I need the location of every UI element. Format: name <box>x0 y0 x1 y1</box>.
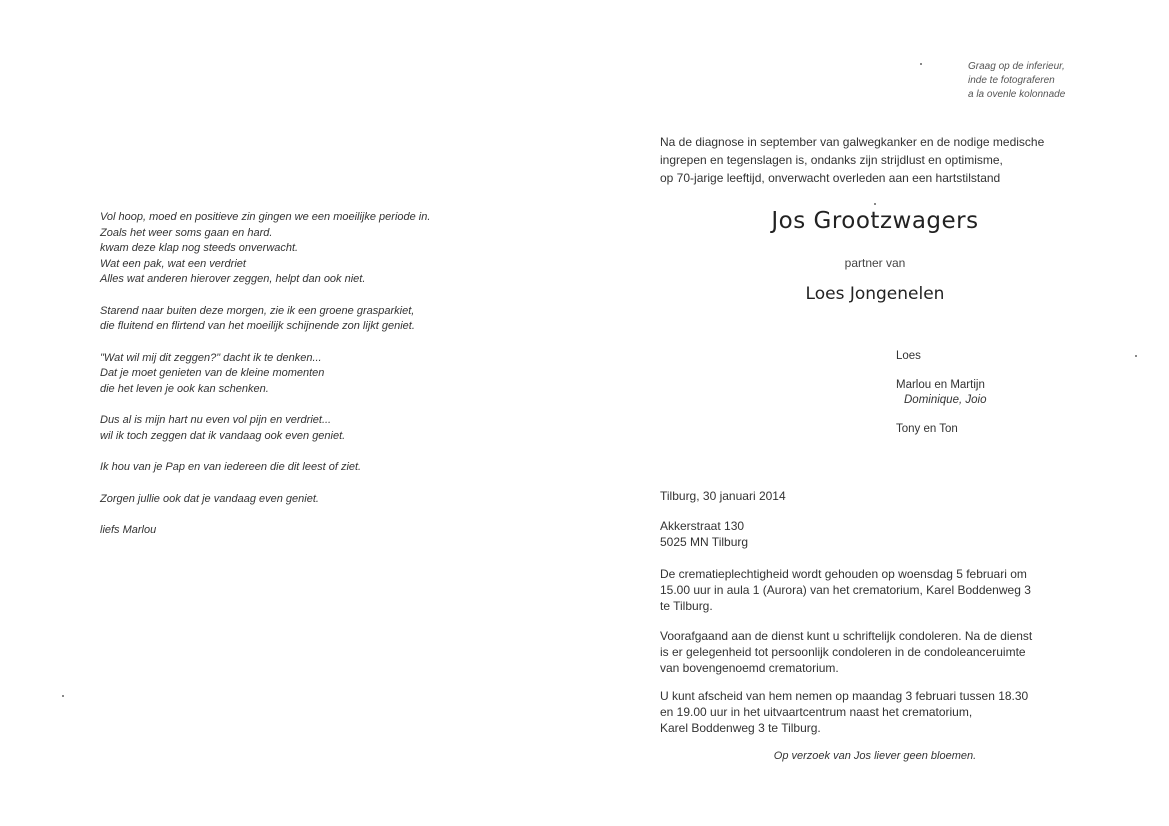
poem-line: Zoals het weer soms gaan en hard. <box>100 226 273 239</box>
poem-line: Ik hou van je Pap en van iedereen die dit leest of ziet. <box>100 461 362 473</box>
family-entry <box>896 349 986 364</box>
closing-request: Op verzoek van Jos liever geen bloemen. <box>773 750 977 762</box>
intro-line: Na de diagnose in september van galwegkanker en de nodige medische <box>660 135 1045 149</box>
scan-speck <box>920 63 922 65</box>
scan-speck <box>62 695 64 697</box>
note-line: Graag op de inferieur, <box>968 61 1065 72</box>
poem-line: die het leven je ook kan schenken. <box>100 382 269 395</box>
address-postal-city: 5025 MN Tilburg <box>660 535 749 549</box>
note-line: inde te fotograferen <box>968 75 1055 86</box>
poem-line: Alles wat anderen hierover zeggen, helpt dan ook niet. <box>100 273 366 285</box>
scan-speck <box>1135 355 1137 357</box>
deceased-name: Jos Grootzwagers <box>771 208 979 234</box>
family-list <box>896 349 986 451</box>
intro-text <box>660 133 1044 187</box>
poem-line: die fluitend en flirtend van het moeilijk schijnende zon lijkt geniet. <box>100 320 415 332</box>
poem-line: kwam deze klap nog steeds onverwacht. <box>100 242 299 254</box>
family-entry <box>896 422 986 437</box>
poem-stanza <box>100 351 500 398</box>
partner-label: partner van <box>844 256 906 270</box>
address-street: Akkerstraat 130 <box>660 519 745 533</box>
poem-line: Dat je moet genieten van de kleine momenten <box>100 367 325 379</box>
poem-line: Zorgen jullie ook dat je vandaag even geniet. <box>100 492 319 505</box>
paragraph-line: van bovengenoemd crematorium. <box>660 661 839 675</box>
poem-line: wil ik toch zeggen dat ik vandaag ook even geniet. <box>100 429 346 442</box>
poem-stanza <box>100 210 500 288</box>
paragraph-line: te Tilburg. <box>660 599 713 613</box>
intro-line: op 70-jarige leeftijd, onverwacht overleden aan een hartstilstand <box>660 171 1001 185</box>
family-name: Marlou en Martijn <box>896 379 985 391</box>
correspondence-address <box>660 518 748 550</box>
paragraph-line: U kunt afscheid van hem nemen op maandag 3 februari tussen 18.30 <box>660 689 1029 703</box>
poem-stanza <box>100 460 500 476</box>
poem-stanza <box>100 492 500 508</box>
poem-line: Dus al is mijn hart nu even vol pijn en verdriet... <box>100 414 332 426</box>
partner-name: Loes Jongenelen <box>805 284 945 304</box>
poem-line: Starend naar buiten deze morgen, zie ik een groene grasparkiet, <box>100 304 415 317</box>
intro-line: ingrepen en tegenslagen is, ondanks zijn strijdlust en optimisme, <box>660 153 1003 167</box>
note-line: a la ovenle kolonnade <box>968 89 1066 100</box>
condolence-paragraph <box>660 628 1100 676</box>
poem-signature: liefs Marlou <box>100 524 157 536</box>
paragraph-line: is er gelegenheid tot persoonlijk condoleren in de condoleanceruimte <box>660 645 1026 659</box>
poem-stanza <box>100 413 500 444</box>
paragraph-line: Voorafgaand aan de dienst kunt u schriftelijk condoleren. Na de dienst <box>660 629 1033 643</box>
poem-line: Wat een pak, wat een verdriet <box>100 257 246 270</box>
family-name: Loes <box>896 350 921 362</box>
family-children: Dominique, Joio <box>904 394 987 406</box>
paragraph-line: 15.00 uur in aula 1 (Aurora) van het crematorium, Karel Boddenweg 3 <box>660 583 1031 597</box>
place-date: Tilburg, 30 januari 2014 <box>660 489 786 503</box>
paragraph-line: Karel Boddenweg 3 te Tilburg. <box>660 721 821 735</box>
poem-line: "Wat wil mij dit zeggen?" dacht ik te denken... <box>100 351 322 364</box>
scan-speck <box>874 203 876 205</box>
handling-note <box>968 60 1065 102</box>
family-entry <box>896 378 986 408</box>
poem <box>100 210 500 539</box>
ceremony-paragraph <box>660 566 1100 614</box>
paragraph-line: De crematieplechtigheid wordt gehouden op woensdag 5 februari om <box>660 567 1027 581</box>
family-name: Tony en Ton <box>896 423 958 435</box>
paragraph-line: en 19.00 uur in het uitvaartcentrum naast het crematorium, <box>660 705 973 719</box>
farewell-paragraph <box>660 688 1100 736</box>
poem-line: Vol hoop, moed en positieve zin gingen we een moeilijke periode in. <box>100 211 431 223</box>
poem-stanza <box>100 304 500 335</box>
